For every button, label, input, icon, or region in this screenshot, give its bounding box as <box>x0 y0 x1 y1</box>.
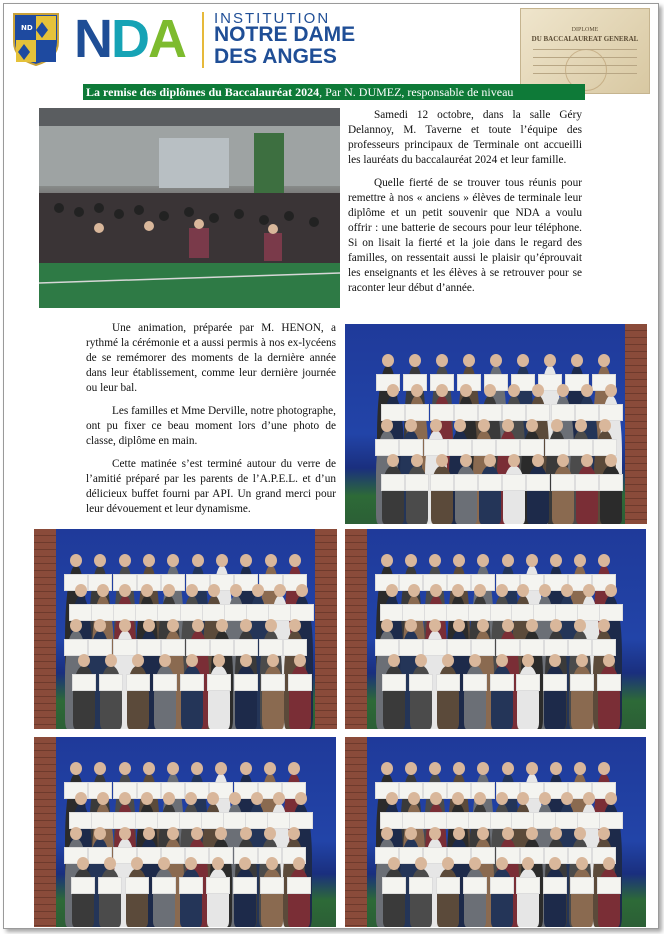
person-head <box>186 654 198 667</box>
person-head <box>605 454 617 467</box>
person-head <box>603 857 615 870</box>
person-head <box>436 454 448 467</box>
diploma-card <box>468 812 492 829</box>
person-head <box>288 827 300 840</box>
person-head <box>381 827 393 840</box>
person-head <box>574 762 586 775</box>
person-head <box>97 792 109 805</box>
person-head <box>508 454 520 467</box>
person-head <box>526 762 538 775</box>
person-head <box>576 654 588 667</box>
paragraph: Une animation, préparée par M. HENON, a rythmé la cérémonie et a aussi permis à nos ex-lycéens de se remémorer des moments de la dernière année dans leur établissement, comme leur dernière journée ou leur bal. <box>86 322 336 394</box>
person-head <box>289 619 301 632</box>
person-head <box>430 792 442 805</box>
diploma-card <box>261 674 285 691</box>
person-head <box>143 762 155 775</box>
person-head <box>251 792 263 805</box>
person-head <box>429 762 441 775</box>
person-head <box>387 384 399 397</box>
person-head <box>452 792 464 805</box>
person-head <box>240 554 252 567</box>
class-photo-2 <box>34 529 337 729</box>
person-head <box>230 584 242 597</box>
person-head <box>141 792 153 805</box>
diploma-card <box>71 877 95 894</box>
diploma-card <box>246 604 270 621</box>
nda-logo <box>74 8 384 72</box>
person-head <box>265 619 277 632</box>
person-head <box>381 762 393 775</box>
person-head <box>381 419 393 432</box>
person-head <box>143 554 155 567</box>
person-head <box>469 857 481 870</box>
diploma-card <box>402 604 426 621</box>
person-head <box>274 584 286 597</box>
person-head <box>490 354 502 367</box>
person-head <box>119 619 131 632</box>
diploma-card <box>570 674 594 691</box>
person-head <box>598 554 610 567</box>
person-head <box>550 762 562 775</box>
diploma-card <box>543 877 567 894</box>
person-head <box>186 584 198 597</box>
person-head <box>583 584 595 597</box>
person-head <box>273 792 285 805</box>
person-head <box>70 554 82 567</box>
person-head <box>409 354 421 367</box>
person-head <box>192 554 204 567</box>
diploma-card <box>69 604 93 621</box>
person-head <box>605 584 617 597</box>
person-head <box>78 654 90 667</box>
diploma-card <box>575 474 599 491</box>
person-head <box>293 857 305 870</box>
person-head <box>575 419 587 432</box>
person-head <box>167 554 179 567</box>
person-head <box>550 827 562 840</box>
person-head <box>405 554 417 567</box>
person-head <box>576 857 588 870</box>
diploma-card <box>382 877 406 894</box>
person-head <box>94 554 106 567</box>
person-head <box>408 584 420 597</box>
diploma-card <box>597 877 621 894</box>
diploma-card <box>207 674 231 691</box>
diploma-card <box>478 474 502 491</box>
person-head <box>167 762 179 775</box>
person-head <box>474 792 486 805</box>
diploma-card <box>179 877 203 894</box>
person-head <box>549 857 561 870</box>
person-head <box>387 454 399 467</box>
person-head <box>598 619 610 632</box>
diploma-card <box>99 674 123 691</box>
person-head <box>75 584 87 597</box>
diploma-card <box>516 674 540 691</box>
person-head <box>75 792 87 805</box>
person-head <box>119 554 131 567</box>
person-head <box>208 584 220 597</box>
logo-letters: NDA <box>74 9 185 69</box>
person-head <box>295 792 307 805</box>
person-head <box>598 354 610 367</box>
person-head <box>215 762 227 775</box>
person-head <box>381 554 393 567</box>
diploma-card <box>157 812 181 829</box>
person-head <box>405 762 417 775</box>
logo-institution: INSTITUTION <box>214 10 331 27</box>
person-head <box>159 654 171 667</box>
person-head <box>526 554 538 567</box>
diploma-card <box>179 812 203 829</box>
person-head <box>386 584 398 597</box>
ceremony-hall-photo <box>39 108 340 308</box>
diploma-card <box>597 674 621 691</box>
person-head <box>143 827 155 840</box>
person-head <box>143 619 155 632</box>
logo-separator <box>202 12 204 68</box>
person-head <box>213 654 225 667</box>
diploma-card <box>69 812 93 829</box>
person-head <box>502 827 514 840</box>
diploma-card <box>382 674 406 691</box>
person-head <box>267 654 279 667</box>
diploma-card <box>157 604 181 621</box>
diploma-card <box>593 439 617 456</box>
diploma-card <box>463 674 487 691</box>
person-head <box>581 454 593 467</box>
paragraph: Quelle fierté de se trouver tous réunis pour remettre à nos « anciens » élèves de terminale leur diplôme et un petit souvenir que NDA a voulu offrir : une batterie de secours pour leur téléphone. Si on lisait la fierté et la joie dans le regard des familles, on ressentait aussi le plaisir qu’éprouvait les enseignants et les élèves à se retrouver pour se raconter leur début d’année. <box>348 177 582 294</box>
person-head <box>454 419 466 432</box>
person-head <box>526 827 538 840</box>
person-head <box>252 584 264 597</box>
diploma-card <box>210 639 234 656</box>
class-photo-3 <box>345 529 646 729</box>
person-head <box>460 384 472 397</box>
person-head <box>484 384 496 397</box>
person-head <box>94 762 106 775</box>
person-head <box>477 554 489 567</box>
person-head <box>240 827 252 840</box>
person-head <box>474 584 486 597</box>
person-head <box>549 654 561 667</box>
person-head <box>192 619 204 632</box>
diploma-card <box>472 439 496 456</box>
person-head <box>496 857 508 870</box>
diploma-card <box>72 674 96 691</box>
person-head <box>294 654 306 667</box>
diploma-card <box>463 877 487 894</box>
person-head <box>266 857 278 870</box>
newsletter-page <box>3 3 659 929</box>
person-head <box>185 792 197 805</box>
diploma-card <box>430 474 454 491</box>
diploma-card <box>180 674 204 691</box>
diploma-card <box>409 674 433 691</box>
person-head <box>240 654 252 667</box>
diploma-card <box>137 639 161 656</box>
person-head <box>496 584 508 597</box>
diploma-card <box>380 812 404 829</box>
person-head <box>436 384 448 397</box>
person-head <box>289 554 301 567</box>
person-head <box>463 354 475 367</box>
class-photo-1 <box>345 324 647 524</box>
person-head <box>526 619 538 632</box>
person-head <box>502 762 514 775</box>
person-head <box>430 584 442 597</box>
diploma-card <box>454 474 478 491</box>
diploma-card <box>126 674 150 691</box>
diploma-card <box>551 474 575 491</box>
person-head <box>265 554 277 567</box>
diploma-card <box>409 877 433 894</box>
diploma-card <box>399 439 423 456</box>
diploma-card <box>447 639 471 656</box>
diploma-card <box>520 439 544 456</box>
person-head <box>557 454 569 467</box>
person-head <box>599 419 611 432</box>
person-head <box>517 354 529 367</box>
logo-name: NOTRE DAME DES ANGES <box>214 23 356 68</box>
person-head <box>574 827 586 840</box>
person-head <box>119 792 131 805</box>
person-head <box>574 554 586 567</box>
person-head <box>119 762 131 775</box>
diploma-card <box>375 439 399 456</box>
person-head <box>264 827 276 840</box>
person-head <box>191 762 203 775</box>
diploma-card <box>380 604 404 621</box>
person-head <box>191 827 203 840</box>
diploma-card <box>436 674 460 691</box>
person-head <box>70 762 82 775</box>
article-title: La remise des diplômes du Baccalauréat 2024, Par N. DUMEZ, responsable de niveau <box>83 84 585 100</box>
person-head <box>574 619 586 632</box>
person-head <box>212 857 224 870</box>
person-head <box>605 792 617 805</box>
diploma-card <box>423 639 447 656</box>
person-head <box>598 827 610 840</box>
person-head <box>571 354 583 367</box>
person-head <box>240 762 252 775</box>
ceremony-text <box>86 321 336 525</box>
diploma-card <box>490 877 514 894</box>
class-photo-4 <box>34 737 336 927</box>
person-head <box>381 619 393 632</box>
person-head <box>167 827 179 840</box>
diploma-card <box>436 877 460 894</box>
person-head <box>239 857 251 870</box>
diploma-card <box>206 877 230 894</box>
diploma-card <box>555 604 579 621</box>
paragraph: Cette matinée s’est terminé autour du verre de l’amitié préparé par les parents de l’A.P.E.L. et d’un délicieux buffet fourni par API. Un grand merci pour leur dévouement et leur dynamisme. <box>86 458 336 515</box>
diploma-card <box>233 877 257 894</box>
diploma-card <box>520 639 544 656</box>
diploma-card <box>516 877 540 894</box>
person-head <box>583 792 595 805</box>
diploma-card <box>592 639 616 656</box>
diploma-card <box>502 474 526 491</box>
person-head <box>185 857 197 870</box>
person-head <box>603 654 615 667</box>
person-head <box>550 619 562 632</box>
person-head <box>453 762 465 775</box>
school-crest-icon <box>12 12 60 66</box>
person-head <box>557 384 569 397</box>
diploma-card <box>152 877 176 894</box>
person-head <box>484 454 496 467</box>
diploma-card <box>245 812 269 829</box>
svg-text:ND: ND <box>21 24 33 32</box>
person-head <box>429 554 441 567</box>
person-head <box>452 584 464 597</box>
diploma-card <box>570 877 594 894</box>
person-head <box>508 384 520 397</box>
person-head <box>296 584 308 597</box>
diploma-card <box>113 639 137 656</box>
diploma-card <box>125 877 149 894</box>
person-head <box>105 654 117 667</box>
person-head <box>502 554 514 567</box>
person-head <box>496 654 508 667</box>
person-head <box>502 419 514 432</box>
person-head <box>550 554 562 567</box>
person-head <box>132 654 144 667</box>
person-head <box>544 354 556 367</box>
person-head <box>478 419 490 432</box>
person-head <box>551 419 563 432</box>
person-head <box>382 354 394 367</box>
person-head <box>216 619 228 632</box>
person-head <box>229 792 241 805</box>
person-head <box>436 354 448 367</box>
diploma-card <box>283 639 307 656</box>
diploma-card <box>405 474 429 491</box>
diploma-card <box>288 674 312 691</box>
person-head <box>408 792 420 805</box>
person-head <box>598 762 610 775</box>
diploma-card <box>555 812 579 829</box>
diploma-card <box>91 812 115 829</box>
diploma-card <box>153 674 177 691</box>
person-head <box>469 654 481 667</box>
person-head <box>430 419 442 432</box>
person-head <box>605 384 617 397</box>
diploma-card <box>526 474 550 491</box>
diploma-card <box>468 604 492 621</box>
person-head <box>207 792 219 805</box>
diploma-image: DIPLOME DU BACCALAUREAT GENERAL <box>520 8 650 94</box>
class-photo-5 <box>345 737 646 927</box>
person-head <box>460 454 472 467</box>
person-head <box>581 384 593 397</box>
diploma-card <box>98 877 122 894</box>
diploma-card <box>381 474 405 491</box>
person-head <box>477 762 489 775</box>
diploma-card <box>91 604 115 621</box>
person-head <box>264 762 276 775</box>
person-head <box>442 857 454 870</box>
diploma-card <box>543 674 567 691</box>
person-head <box>453 554 465 567</box>
paragraph: Les familles et Mme Derville, notre photographe, ont pu fixer ce beau moment lors d’une photo de classe, diplôme en main. <box>86 405 336 447</box>
person-head <box>496 792 508 805</box>
person-head <box>442 654 454 667</box>
person-head <box>119 827 131 840</box>
paragraph: Samedi 12 octobre, dans la salle Géry Delannoy, M. Taverne et toute l’équipe des professeurs principaux de Terminale ont accueilli les lauréats du baccalauréat 2024 et leur famille. <box>348 109 582 166</box>
person-head <box>502 619 514 632</box>
diploma-card <box>599 474 623 491</box>
diploma-card <box>402 812 426 829</box>
person-head <box>288 762 300 775</box>
diploma-card <box>496 439 520 456</box>
person-head <box>386 792 398 805</box>
diploma-card <box>287 877 311 894</box>
diploma-card <box>234 674 258 691</box>
diploma-card <box>490 674 514 691</box>
intro-text <box>348 108 582 304</box>
person-head <box>216 554 228 567</box>
person-head <box>163 792 175 805</box>
person-head <box>70 827 82 840</box>
diploma-card <box>260 877 284 894</box>
